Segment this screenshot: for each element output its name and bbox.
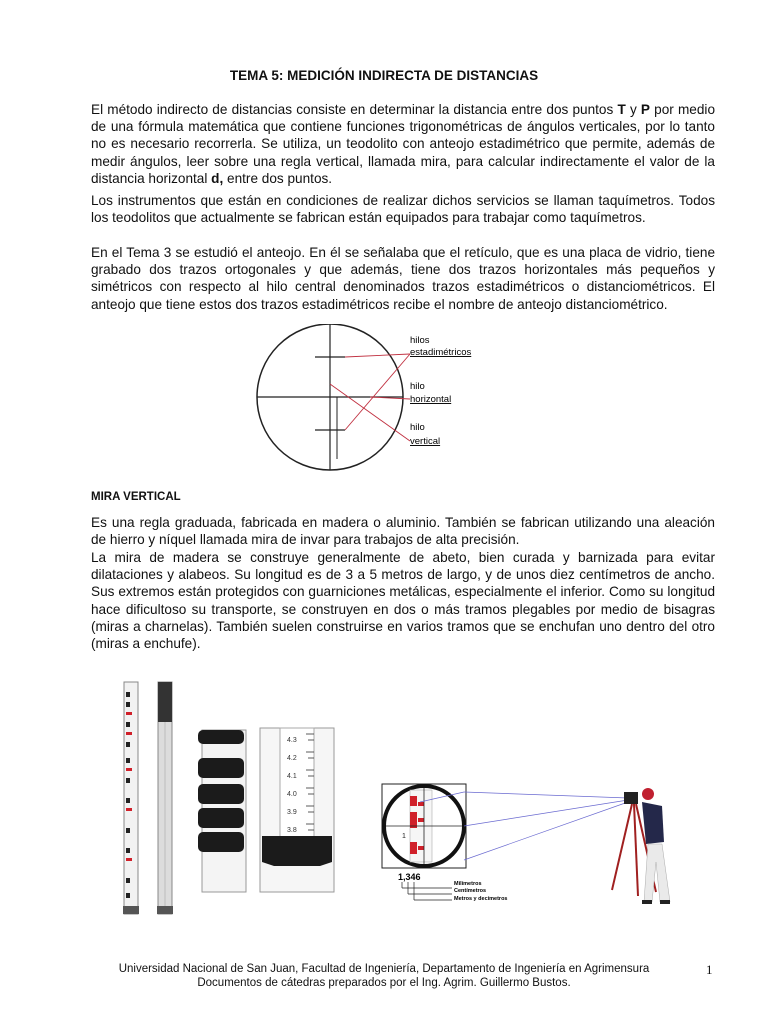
footer-line-1: Universidad Nacional de San Juan, Facultad de Ingeniería, Departamento de Ingeniería en Agrimensura [118, 963, 650, 975]
text-run: y [625, 102, 641, 117]
staff-reading-diagram [380, 782, 680, 912]
point-p-label: P [640, 102, 650, 117]
leveling-staff-photo [118, 678, 188, 918]
text-run: El método indirecto de distancias consiste en determinar la distancia entre dos puntos [91, 102, 618, 117]
intro-paragraph-1 [91, 101, 715, 187]
pointer-stadia [345, 354, 410, 357]
folded-staff-photo [196, 726, 338, 894]
section-heading: MIRA VERTICAL [91, 491, 181, 503]
svg-text:3.9: 3.9 [287, 809, 297, 816]
svg-text:4.0: 4.0 [287, 791, 297, 798]
svg-text:1: 1 [402, 833, 406, 840]
label-milimetros: Milímetros [454, 881, 482, 887]
label-hilos: hilos [410, 335, 430, 346]
label-centimetros: Centímetros [454, 888, 487, 894]
label-vertical: vertical [410, 436, 441, 447]
staff-reading-value: 1,346 [398, 872, 421, 882]
svg-text:4.1: 4.1 [287, 773, 297, 780]
page-footer [0, 962, 768, 990]
mira-paragraph-1: Es una regla graduada, fabricada en madera o aluminio. También se fabrican utilizando una aleación de hierro y níquel llamada mira de invar para trabajos de alta precisión. [91, 515, 715, 548]
intro-paragraph-3: En el Tema 3 se estudió el anteojo. En él se señalaba que el retículo, que es una placa de vidrio, tiene grabado dos trazos ortogonales y que además, tiene dos trazos horizontales más pequeños y simétricos con respecto al hilo central denominados trazos estadimétricos o distanciométricos. El anteojo que tiene estos dos trazos estadimétricos recibe el nombre de anteojo distanciométrico. [91, 245, 715, 312]
text-run: por medio de una fórmula matemática que contiene funciones trigonométricas de ángulos verticales, por lo tanto no es necesario recorrerla. Se utiliza, un teodolito con anteojo estadimétrico que permite, además de medir ángulos, leer sobre una regla vertical, llamada mira, para calcular indirectamente el valor de la distancia horizontal [91, 102, 716, 186]
label-metros-decimetros: Metros y decímetros [454, 896, 508, 902]
pointer-vertical [330, 384, 410, 441]
page-title: TEMA 5: MEDICIÓN INDIRECTA DE DISTANCIAS [229, 68, 539, 83]
label-hilo-1: hilo [410, 381, 425, 392]
point-t-label: T [617, 102, 626, 117]
label-hilo-2: hilo [410, 422, 425, 433]
label-horizontal: horizontal [410, 394, 452, 405]
footer-line-2: Documentos de cátedras preparados por el Ing. Agrim. Guillermo Bustos. [197, 977, 571, 989]
svg-text:4.3: 4.3 [287, 737, 297, 744]
label-estadimetricos: estadimétricos [410, 347, 472, 358]
surveyor-figure [612, 788, 670, 904]
page-number: 1 [706, 962, 713, 977]
svg-text:3.8: 3.8 [287, 827, 297, 834]
intro-paragraph-2: Los instrumentos que están en condiciones de realizar dichos servicios se llaman taquímetros. Todos los teodolitos que actualmente se fabrican están equipados para trabajar como taquímetros. [91, 193, 715, 226]
svg-text:4.2: 4.2 [287, 755, 297, 762]
reticle-diagram [250, 324, 500, 474]
distance-d-label: d, [211, 170, 224, 186]
text-run: entre dos puntos. [223, 170, 333, 186]
mira-paragraph-2: La mira de madera se construye generalmente de abeto, bien curada y barnizada para evitar dilataciones y alabeos. Su longitud es de 3 a 5 metros de largo, y de unos diez centímetros de ancho. Sus extremos están protegidos con guarniciones metálicas, especialmente el inferior. Como su longitud hace dificultoso su transporte, se construyen en dos o más tramos plegables por medio de bisagras (miras a charnelas). También suelen construirse en varios tramos que se enchufan uno dentro del otro (miras a enchufe). [91, 550, 715, 652]
